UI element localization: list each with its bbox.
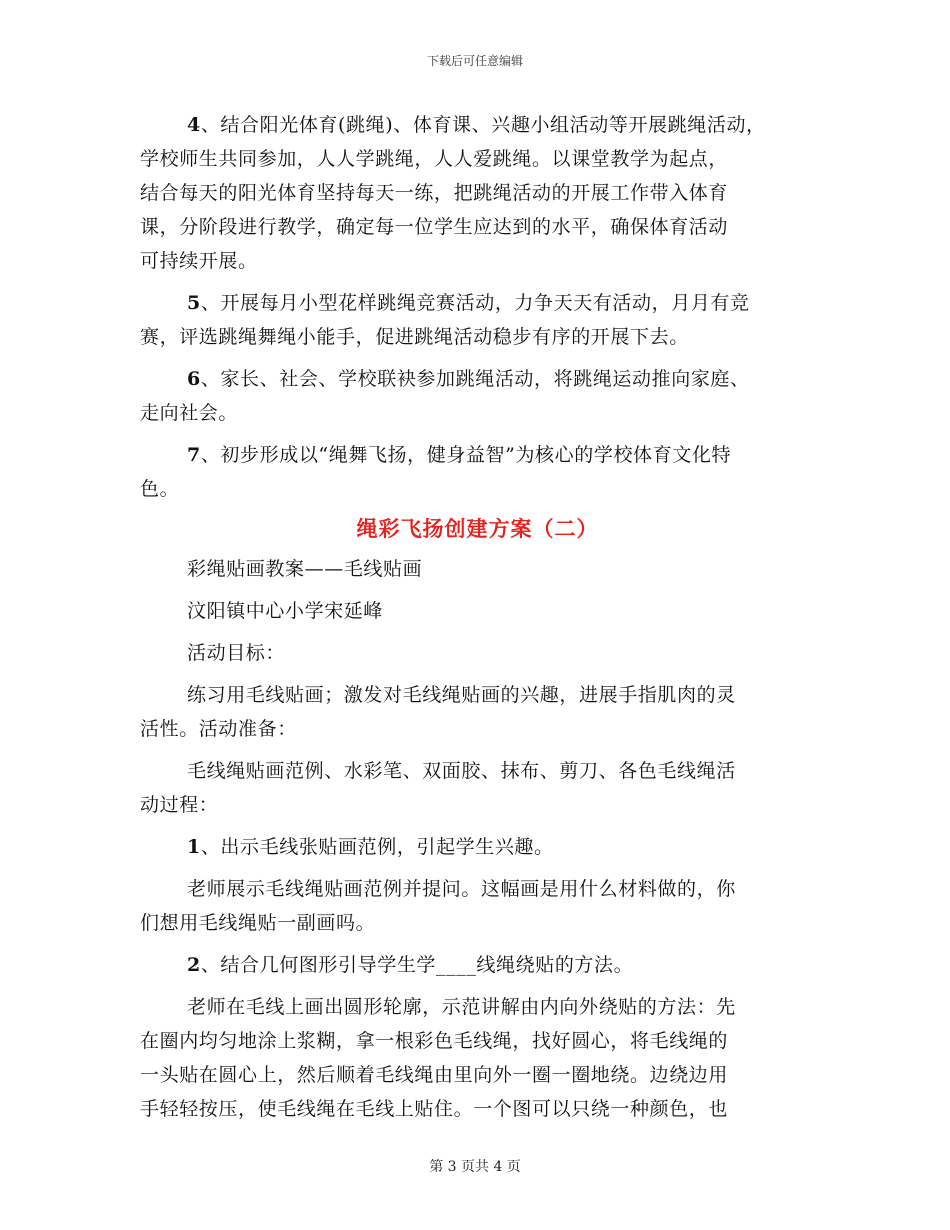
item-number: 7 (187, 444, 201, 466)
item-number: 1 (187, 836, 201, 858)
text-line: 6、家长、社会、学校联袂参加跳绳活动，将跳绳运动推向家庭、 (187, 368, 750, 390)
paragraph-item-5 (140, 286, 815, 354)
paragraph-item-7 (140, 438, 815, 506)
text-line: 赛，评选跳绳舞绳小能手，促进跳绳活动稳步有序的开展下去。 (140, 326, 689, 348)
author-line: 汶阳镇中心小学宋延峰 (187, 600, 384, 622)
item-number: 6 (187, 368, 201, 390)
step-1: 1、出示毛线张贴画范例，引起学生兴趣。 (187, 836, 554, 858)
prep-paragraph (140, 754, 815, 822)
text-line: 老师展示毛线绳贴画范例并提问。这幅画是用什么材料做的，你 (187, 878, 736, 900)
page-footer: 第 3 页共 4 页 (429, 1159, 521, 1175)
text-line: 色。 (140, 478, 180, 500)
text-line: 课，分阶段进行教学，确定每一位学生应达到的水平，确保体育活动 (140, 216, 729, 238)
page-header: 下载后可任意编辑 (426, 54, 523, 68)
text-line: 5、开展每月小型花样跳绳竞赛活动，力争天天有活动，月月有竞 (187, 292, 750, 314)
step-2: 2、结合几何图形引导学生学____线绳绕贴的方法。 (187, 954, 634, 976)
text-line: 活性。活动准备： (140, 718, 297, 740)
text-line: 动过程： (140, 794, 219, 816)
lesson-subtitle: 彩绳贴画教案——毛线贴画 (187, 558, 423, 580)
text-line: 手轻轻按压，使毛线绳在毛线上贴住。一个图可以只绕一种颜色，也 (140, 1098, 729, 1120)
item-number: 2 (187, 954, 201, 976)
step-2-description (140, 990, 815, 1126)
section-title: 绳彩飞扬创建方案（二） (356, 516, 599, 541)
text-line: 在圈内均匀地涂上浆糊，拿一根彩色毛线绳，找好圆心，将毛线绳的 (140, 1030, 729, 1052)
item-number: 5 (187, 292, 201, 314)
step-1-description (140, 872, 815, 940)
paragraph-item-4 (140, 108, 815, 278)
text-line: 可持续开展。 (140, 250, 258, 272)
text-line: 4、结合阳光体育(跳绳)、体育课、兴趣小组活动等开展跳绳活动， (187, 114, 766, 136)
goal-label: 活动目标： (187, 642, 286, 664)
text-line: 毛线绳贴画范例、水彩笔、双面胶、抹布、剪刀、各色毛线绳活 (187, 760, 736, 782)
text-line: 们想用毛线绳贴一副画吗。 (140, 912, 376, 934)
item-number: 4 (187, 114, 201, 136)
text-line: 练习用毛线贴画；激发对毛线绳贴画的兴趣，进展手指肌肉的灵 (187, 684, 736, 706)
text-line: 7、初步形成以“绳舞飞扬，健身益智”为核心的学校体育文化特 (187, 444, 732, 466)
goal-paragraph (140, 678, 815, 746)
text-line: 走向社会。 (140, 402, 239, 424)
text-line: 结合每天的阳光体育坚持每天一练，把跳绳活动的开展工作带入体育 (140, 182, 729, 204)
document-body (140, 108, 815, 1126)
paragraph-item-6 (140, 362, 815, 430)
text-line: 学校师生共同参加，人人学跳绳，人人爱跳绳。以课堂教学为起点， (140, 148, 729, 170)
text-line: 老师在毛线上画出圆形轮廓，示范讲解由内向外绕贴的方法：先 (187, 996, 736, 1018)
text-line: 一头贴在圆心上，然后顺着毛线绳由里向外一圈一圈地绕。边绕边用 (140, 1064, 729, 1086)
